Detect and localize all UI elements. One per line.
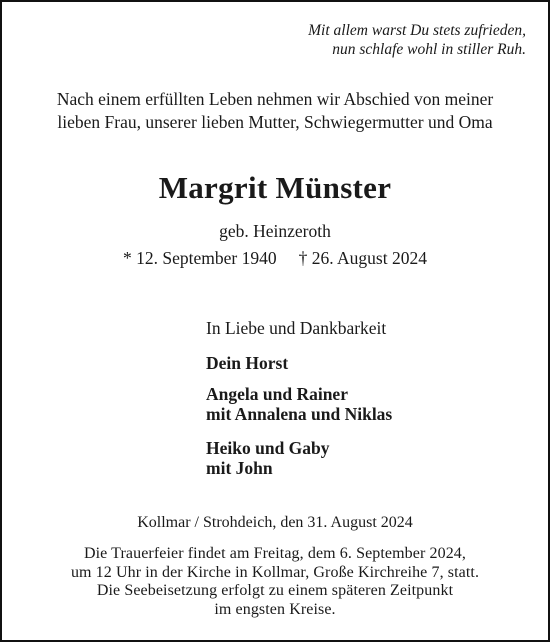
- family-member-1: Dein Horst: [206, 353, 289, 373]
- family-member-2-children: mit Annalena und Niklas: [206, 404, 393, 424]
- family-member-2: Angela und Rainer: [206, 384, 348, 404]
- family-intro: In Liebe und Dankbarkeit: [206, 318, 387, 338]
- notice-line-4: im engsten Kreise.: [214, 600, 336, 618]
- maiden-name: geb. Heinzeroth: [219, 221, 331, 241]
- family-member-3: Heiko und Gaby: [206, 438, 330, 458]
- notice-line-1: Die Trauerfeier findet am Freitag, dem 6. September 2024,: [83, 545, 467, 562]
- place-and-date: Kollmar / Strohdeich, den 31. August 2024: [137, 514, 413, 531]
- motto-line-1: Mit allem warst Du stets zufrieden,: [308, 22, 526, 39]
- deceased-name: Margrit Münster: [158, 170, 392, 205]
- birth-date: * 12. September 1940: [123, 248, 277, 268]
- life-dates: [2, 247, 548, 269]
- family-member-3-children: mit John: [206, 458, 273, 478]
- notice-line-3: Die Seebeisetzung erfolgt zu einem späteren Zeitpunkt: [96, 582, 454, 599]
- death-date: † 26. August 2024: [298, 248, 427, 268]
- notice-line-2: um 12 Uhr in der Kirche in Kollmar, Große Kirchreihe 7, statt.: [70, 563, 480, 581]
- motto-line-2: nun schlafe wohl in stiller Ruh.: [332, 41, 526, 58]
- intro-line-1: Nach einem erfüllten Leben nehmen wir Abschied von meiner: [56, 89, 494, 109]
- intro-line-2: lieben Frau, unserer lieben Mutter, Schwiegermutter und Oma: [57, 112, 493, 132]
